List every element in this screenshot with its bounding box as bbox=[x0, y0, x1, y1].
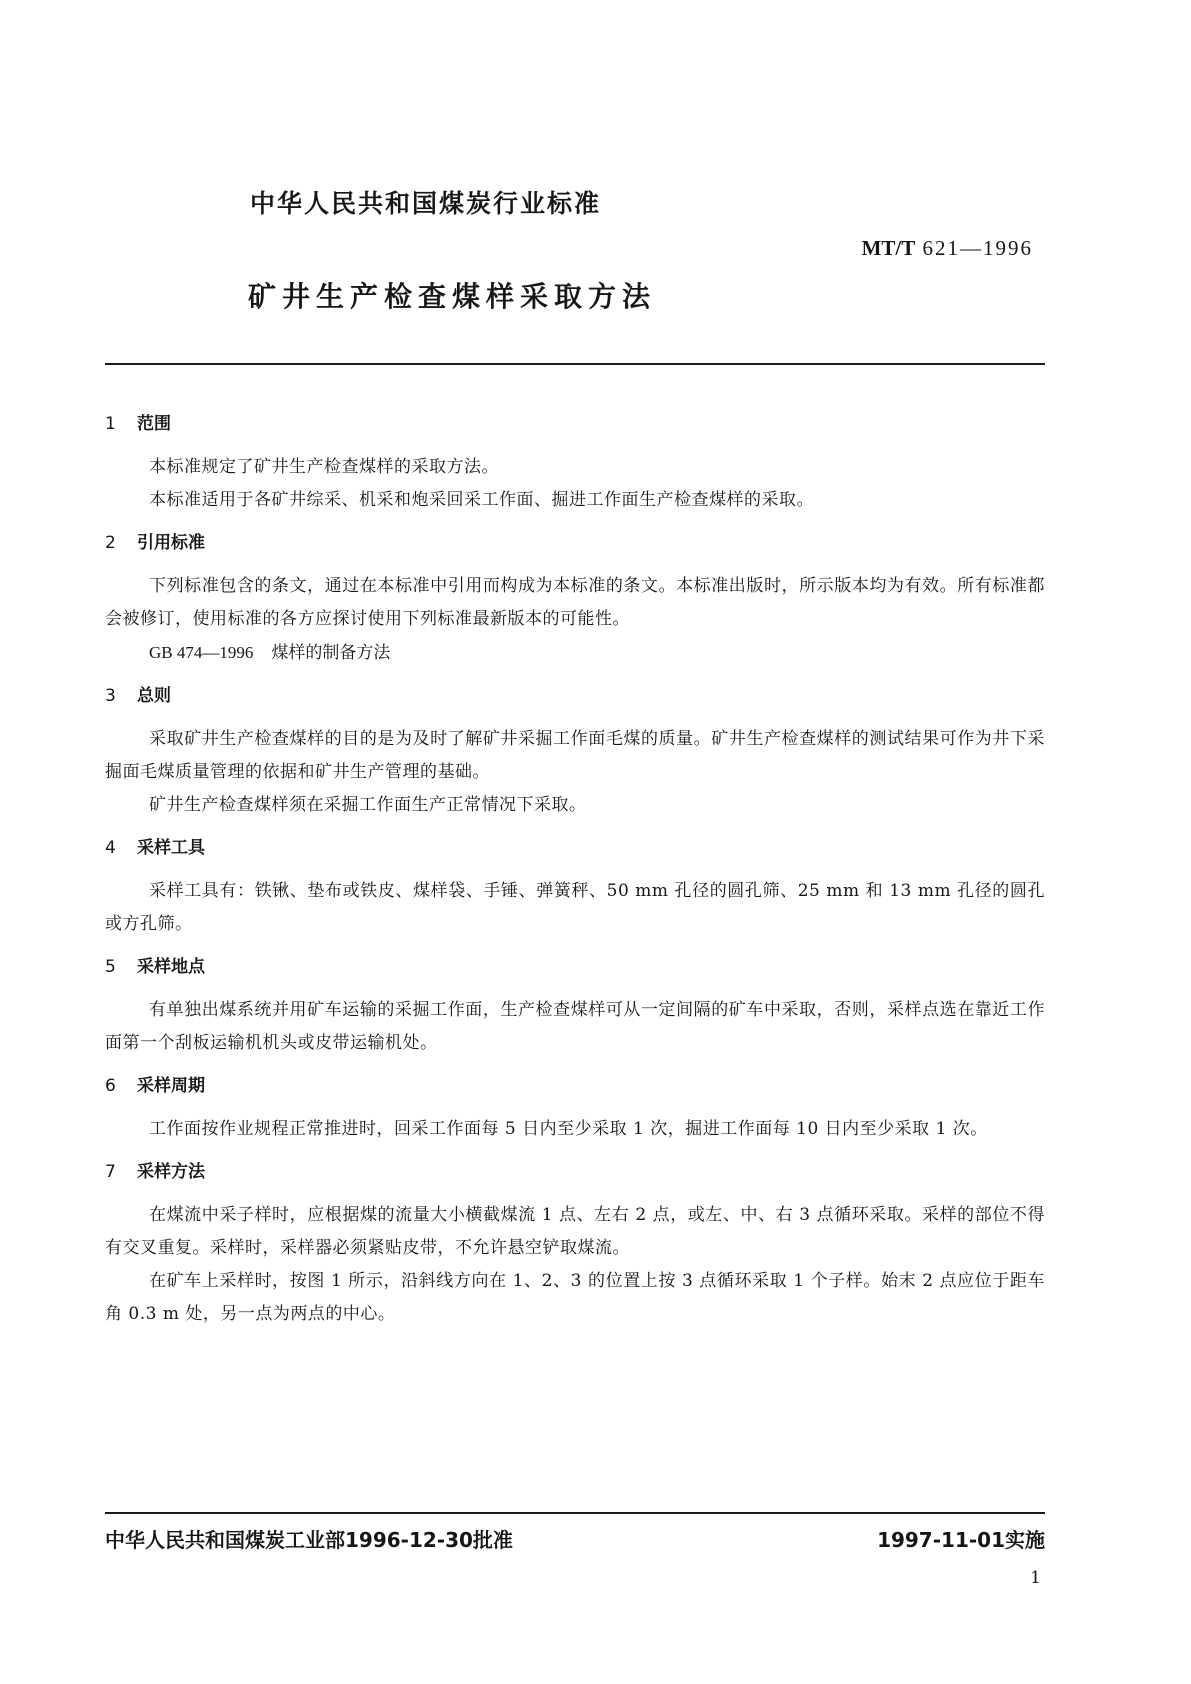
section-sampling-period bbox=[105, 1070, 1045, 1146]
paragraph: 本标准规定了矿井生产检查煤样的采取方法。 bbox=[149, 457, 499, 477]
section-sampling-method bbox=[105, 1156, 1045, 1331]
section-general-principles bbox=[105, 680, 1045, 822]
section-sampling-location bbox=[105, 951, 1045, 1060]
page-number: 1 bbox=[1030, 1568, 1041, 1588]
header-divider bbox=[105, 363, 1045, 365]
section-heading bbox=[105, 832, 1045, 865]
issuing-standard-category: 中华人民共和国煤炭行业标准 bbox=[250, 189, 602, 218]
approval-statement: 中华人民共和国煤炭工业部1996-12-30批准 bbox=[105, 1528, 513, 1552]
standard-code bbox=[862, 236, 1033, 261]
section-heading bbox=[105, 1156, 1045, 1189]
section-title: 采样周期 bbox=[137, 1076, 205, 1096]
standard-code-prefix: MT/T bbox=[861, 236, 916, 260]
section-title: 采样地点 bbox=[137, 957, 205, 977]
paragraph: 在煤流中采子样时，应根据煤的流量大小横截煤流 1 点、左右 2 点，或左、中、右 3 点循环采取。采样的部位不得有交叉重复。采样时，采样器必须紧贴皮带，不允许悬空铲取煤流。 bbox=[105, 1205, 1045, 1258]
section-number: 1 bbox=[105, 414, 116, 434]
paragraph: 工作面按作业规程正常推进时，回采工作面每 5 日内至少采取 1 次，掘进工作面每 10 日内至少采取 1 次。 bbox=[149, 1119, 988, 1139]
standard-code-number: 621—1996 bbox=[922, 236, 1033, 260]
section-number: 7 bbox=[105, 1162, 116, 1182]
section-number: 4 bbox=[105, 838, 116, 858]
document-title: 矿井生产检查煤样采取方法 bbox=[248, 280, 657, 313]
section-number: 5 bbox=[105, 957, 116, 977]
paragraph: 矿井生产检查煤样须在采掘工作面生产正常情况下采取。 bbox=[149, 795, 587, 815]
section-number: 6 bbox=[105, 1076, 116, 1096]
paragraph: 本标准适用于各矿井综采、机采和炮采回采工作面、掘进工作面生产检查煤样的采取。 bbox=[149, 490, 814, 510]
section-heading bbox=[105, 408, 1045, 441]
paragraph: 采样工具有：铁锹、垫布或铁皮、煤样袋、手锤、弹簧秤、50 mm 孔径的圆孔筛、25 mm 和 13 mm 孔径的圆孔或方孔筛。 bbox=[105, 881, 1045, 934]
section-heading bbox=[105, 527, 1045, 560]
section-number: 3 bbox=[105, 686, 116, 706]
section-normative-references bbox=[105, 527, 1045, 670]
section-scope bbox=[105, 408, 1045, 517]
implementation-date: 1997-11-01实施 bbox=[877, 1528, 1045, 1552]
paragraph: 有单独出煤系统并用矿车运输的采掘工作面，生产检查煤样可从一定间隔的矿车中采取，否则，采样点选在靠近工作面第一个刮板运输机机头或皮带运输机处。 bbox=[105, 1000, 1045, 1053]
section-title: 范围 bbox=[137, 414, 171, 434]
paragraph: 下列标准包含的条文，通过在本标准中引用而构成为本标准的条文。本标准出版时，所示版本均为有效。所有标准都会被修订，使用标准的各方应探讨使用下列标准最新版本的可能性。 bbox=[105, 576, 1045, 629]
reference-entry bbox=[105, 636, 1045, 670]
document-body bbox=[105, 408, 1045, 1331]
section-title: 采样工具 bbox=[137, 838, 205, 858]
paragraph: 采取矿井生产检查煤样的目的是为及时了解矿井采掘工作面毛煤的质量。矿井生产检查煤样的测试结果可作为井下采掘面毛煤质量管理的依据和矿井生产管理的基础。 bbox=[105, 729, 1045, 782]
footer-divider bbox=[105, 1512, 1045, 1514]
reference-title: 煤样的制备方法 bbox=[271, 643, 391, 663]
section-heading bbox=[105, 951, 1045, 984]
paragraph: 在矿车上采样时，按图 1 所示，沿斜线方向在 1、2、3 的位置上按 3 点循环采取 1 个子样。始末 2 点应位于距车角 0.3 m 处，另一点为两点的中心。 bbox=[105, 1271, 1045, 1324]
section-sampling-tools bbox=[105, 832, 1045, 941]
section-title: 总则 bbox=[137, 686, 171, 706]
reference-code: GB 474—1996 bbox=[149, 643, 254, 662]
section-heading bbox=[105, 1070, 1045, 1103]
section-number: 2 bbox=[105, 533, 116, 553]
section-heading bbox=[105, 680, 1045, 713]
section-title: 引用标准 bbox=[137, 533, 205, 553]
section-title: 采样方法 bbox=[137, 1162, 205, 1182]
